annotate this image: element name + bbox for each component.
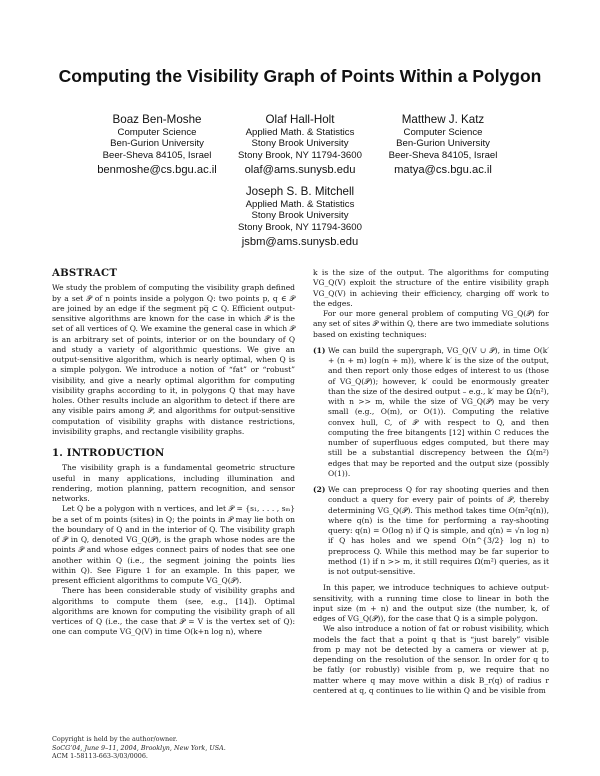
author-org: Ben-Gurion University (110, 138, 204, 150)
author-org: Ben-Gurion University (396, 138, 490, 150)
abstract-heading: ABSTRACT (52, 267, 118, 279)
author-dept: Computer Science (117, 127, 197, 138)
paragraph: We also introduce a notion of fat or robust visibility, which models the fact that a point q that is “just barely” visible from p may not be detected by a camera or viewer at p, depending on the resolution of the sensor. In order for q to be fatly (or robustly) visible from p, we require that no matter where q may move within a disk B_r(q) of radius r centered at q, q continues to lie within Q and be visible from (313, 624, 549, 695)
author-email[interactable]: matya@cs.bgu.ac.il (394, 164, 492, 177)
paper-title: Computing the Visibility Graph of Points Within a Polygon (58, 66, 542, 86)
author-org: Stony Brook University (251, 210, 349, 222)
paragraph: There has been considerable study of visibility graphs and algorithms to compute them (see, e.g., [14]). Optimal algorithms are known for computing the visibility graph of all vertices of Q (i.e., the case that 𝒫 = V is the vertex set of Q): one can compute VG_Q(V) in time O(k+n log n), where (52, 586, 295, 637)
author-block (378, 113, 508, 177)
author-address: Stony Brook, NY 11794-3600 (238, 149, 362, 161)
item-text: We can build the supergraph, VG_Q(V ∪ 𝒫), in time O(k′ + (n + m) log(n + m)), where k′ is the size of the output, and then report only those edges of interest to us (those of VG_Q(𝒫)); however, k′ could be enormously greater than the size of the desired output – e.g., k′ may be Ω(n²), with n >> m, while the size of VG_Q(𝒫) may be very small (e.g., O(m), or O(1)). Computing the relative convex hull, C, of 𝒫 with respect to Q, and then computing the free bitangents [12] within C reduces the number of superfluous edges computed, but there may still be a substantial discrepency between the Ω(m²) edges that may be reported and the output size (possibly O(1)). (328, 345, 549, 478)
author-dept: Applied Math. & Statistics (245, 199, 355, 210)
author-address: Beer-Sheva 84105, Israel (102, 149, 212, 161)
item-number: (2) (313, 485, 326, 494)
author-address: Beer-Sheva 84105, Israel (388, 149, 498, 161)
footnote-line: ACM 1-58113-663-3/03/0006. (52, 752, 148, 761)
author-email[interactable]: benmoshe@cs.bgu.ac.il (97, 164, 217, 177)
author-block (92, 113, 222, 177)
author-name: Matthew J. Katz (401, 113, 485, 126)
author-dept: Applied Math. & Statistics (245, 127, 355, 138)
author-block (232, 185, 368, 249)
paragraph: The visibility graph is a fundamental geometric structure useful in many applications, including illumination and rendering, motion planning, pattern recognition, and sensor networks. (52, 463, 295, 503)
author-name: Olaf Hall-Holt (265, 113, 335, 126)
abstract-text: We study the problem of computing the visibility graph defined by a set 𝒫 of n points inside a polygon Q: two points p, q ∈ 𝒫 are joined by an edge if the segment pq̅ ⊂ Q. Efficient output-sensitive algorithms are known for the case in which 𝒫 is the set of all vertices of Q. We examine the general case in which 𝒫 is an arbitrary set of points, interior or on the boundary of Q and study a variety of algorithmic questions. We give an output-sensitive algorithm, which is nearly optimal, when Q is a simple polygon. We introduce a notion of “fat” or “robust” visibility, and give a nearly optimal algorithm for computing visibility graphs according to it, in polygons Q that may have holes. Other results include an algorithm to detect if there are any visible pairs among 𝒫, and algorithms for output-sensitive computation of visibility graphs with distance restrictions, invisibility graphs, and rectangle visibility graphs. (52, 283, 295, 436)
author-email[interactable]: jsbm@ams.sunysb.edu (241, 236, 359, 249)
footnote-line: Copyright is held by the author/owner. (52, 735, 178, 743)
author-name: Boaz Ben-Moshe (112, 113, 202, 126)
author-dept: Computer Science (403, 127, 483, 138)
numbered-item (313, 485, 549, 577)
author-block (232, 113, 368, 177)
section-heading-introduction: 1. INTRODUCTION (52, 447, 165, 459)
copyright-footnote (52, 735, 292, 761)
paragraph: k is the size of the output. The algorithms for computing VG_Q(V) exploit the structure of the entire visibility graph VG_Q(V) in achieving their efficiency, charging off work to the edges. (313, 268, 549, 308)
paragraph: In this paper, we introduce techniques to achieve output-sensitivity, with a running time close to linear in both the input size (m + n) and the output size (the number, k, of edges of VG_Q(𝒫)), for the case that Q is a simple polygon. (313, 583, 549, 623)
paragraph: For our more general problem of computing VG_Q(𝒫) for any set of sites 𝒫 within Q, there are two immediate solutions based on existing techniques: (313, 309, 549, 339)
left-column (52, 268, 295, 638)
item-text: We can preprocess Q for ray shooting queries and then conduct a query for every pair of points of 𝒫, thereby determining VG_Q(𝒫). This method takes time O(m²q(n)), where q(n) is the time for performing a ray-shooting query: q(n) = O(log n) if Q is simple, and q(n) = √n log n) if Q has holes and we spend O(n^{3/2} log n) to preprocess Q. While this method may be far superior to method (1) if n >> m, it still requires Ω(m²) queries, as it is not output-sensitive. (328, 485, 549, 576)
right-column (313, 268, 549, 696)
paragraph: Let Q be a polygon with n vertices, and let 𝒫 = {s₁, . . . , sₘ} be a set of m points (sites) in Q; the points in 𝒫 may lie both on the boundary of Q and in the interior of Q. The visibility graph of 𝒫 in Q, denoted VG_Q(𝒫), is the graph whose nodes are the points 𝒫 and whose edges connect pairs of nodes that see one another within Q (i.e., the segment joining the points lies within Q). See Figure 1 for an example. In this paper, we present efficient algorithms to compute VG_Q(𝒫). (52, 504, 295, 585)
author-name: Joseph S. B. Mitchell (245, 185, 355, 198)
numbered-item (313, 346, 549, 479)
author-address: Stony Brook, NY 11794-3600 (238, 221, 362, 233)
item-number: (1) (313, 345, 326, 355)
author-org: Stony Brook University (251, 138, 349, 150)
footnote-line: SoCG’04, June 9–11, 2004, Brooklyn, New York, USA. (52, 743, 226, 752)
author-email[interactable]: olaf@ams.sunysb.edu (244, 164, 356, 177)
